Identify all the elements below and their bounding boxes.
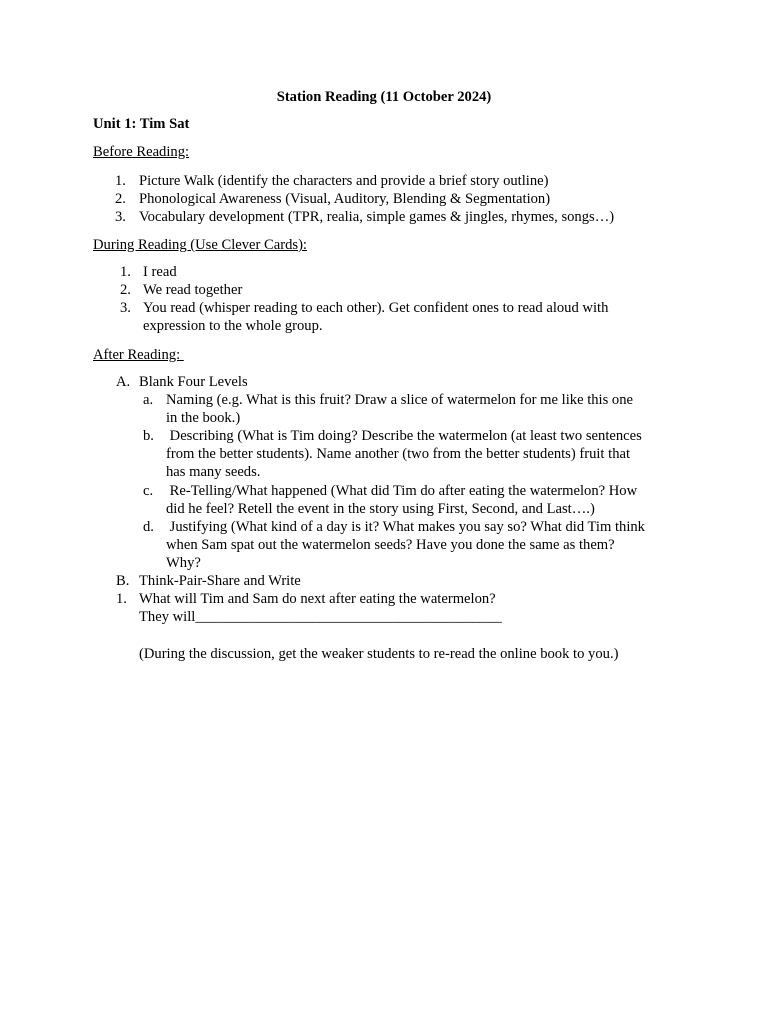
- during-reading-heading: During Reading (Use Clever Cards):: [93, 237, 307, 253]
- sublist-item-continued: Why?: [166, 555, 201, 571]
- document-title: Station Reading (11 October 2024): [276, 89, 492, 105]
- list-item: Vocabulary development (TPR, realia, simple games & jingles, rhymes, songs…): [139, 209, 615, 225]
- discussion-note: (During the discussion, get the weaker students to re-read the online book to you.): [139, 646, 619, 662]
- list-item: I read: [143, 264, 177, 280]
- after-reading-heading: After Reading:: [93, 347, 184, 363]
- unit-heading: Unit 1: Tim Sat: [93, 116, 190, 132]
- sublist-item-continued: when Sam spat out the watermelon seeds? Have you done the same as them?: [166, 537, 615, 553]
- list-item: Think-Pair-Share and Write: [139, 573, 301, 589]
- sublist-letter: a.: [143, 392, 154, 408]
- answer-blank: They will__________________________________________: [139, 609, 502, 625]
- list-number: 1.: [116, 591, 127, 607]
- list-number: 1.: [120, 264, 131, 280]
- sublist-letter: d.: [143, 519, 154, 535]
- sublist-item: Describing (What is Tim doing? Describe the watermelon (at least two sentences: [166, 428, 642, 444]
- list-number: 1.: [115, 173, 126, 189]
- sublist-item-continued: has many seeds.: [166, 464, 261, 480]
- sublist-item-continued: did he feel? Retell the event in the story using First, Second, and Last….): [166, 501, 595, 517]
- list-item: You read (whisper reading to each other). Get confident ones to read aloud with: [143, 300, 609, 316]
- sublist-item-continued: in the book.): [166, 410, 241, 426]
- sublist-item-continued: from the better students). Name another (two from the better students) fruit that: [166, 446, 631, 462]
- before-reading-heading: Before Reading:: [93, 144, 190, 160]
- list-item-continued: expression to the whole group.: [143, 318, 323, 334]
- list-item: We read together: [143, 282, 243, 298]
- list-number: 2.: [120, 282, 131, 298]
- list-number: 3.: [120, 300, 131, 316]
- list-number: 2.: [115, 191, 126, 207]
- sublist-letter: c.: [143, 483, 154, 499]
- sublist-item: Justifying (What kind of a day is it? What makes you say so? What did Tim think: [166, 519, 645, 535]
- list-letter: B.: [116, 573, 130, 589]
- list-number: 3.: [115, 209, 126, 225]
- sublist-letter: b.: [143, 428, 154, 444]
- list-item: Phonological Awareness (Visual, Auditory, Blending & Segmentation): [139, 191, 551, 207]
- question-text: What will Tim and Sam do next after eating the watermelon?: [139, 591, 496, 607]
- list-item: Picture Walk (identify the characters and provide a brief story outline): [139, 173, 549, 189]
- sublist-item: Re-Telling/What happened (What did Tim do after eating the watermelon? How: [166, 483, 638, 499]
- sublist-item: Naming (e.g. What is this fruit? Draw a slice of watermelon for me like this one: [166, 392, 633, 408]
- list-item: Blank Four Levels: [139, 374, 248, 390]
- list-letter: A.: [116, 374, 131, 390]
